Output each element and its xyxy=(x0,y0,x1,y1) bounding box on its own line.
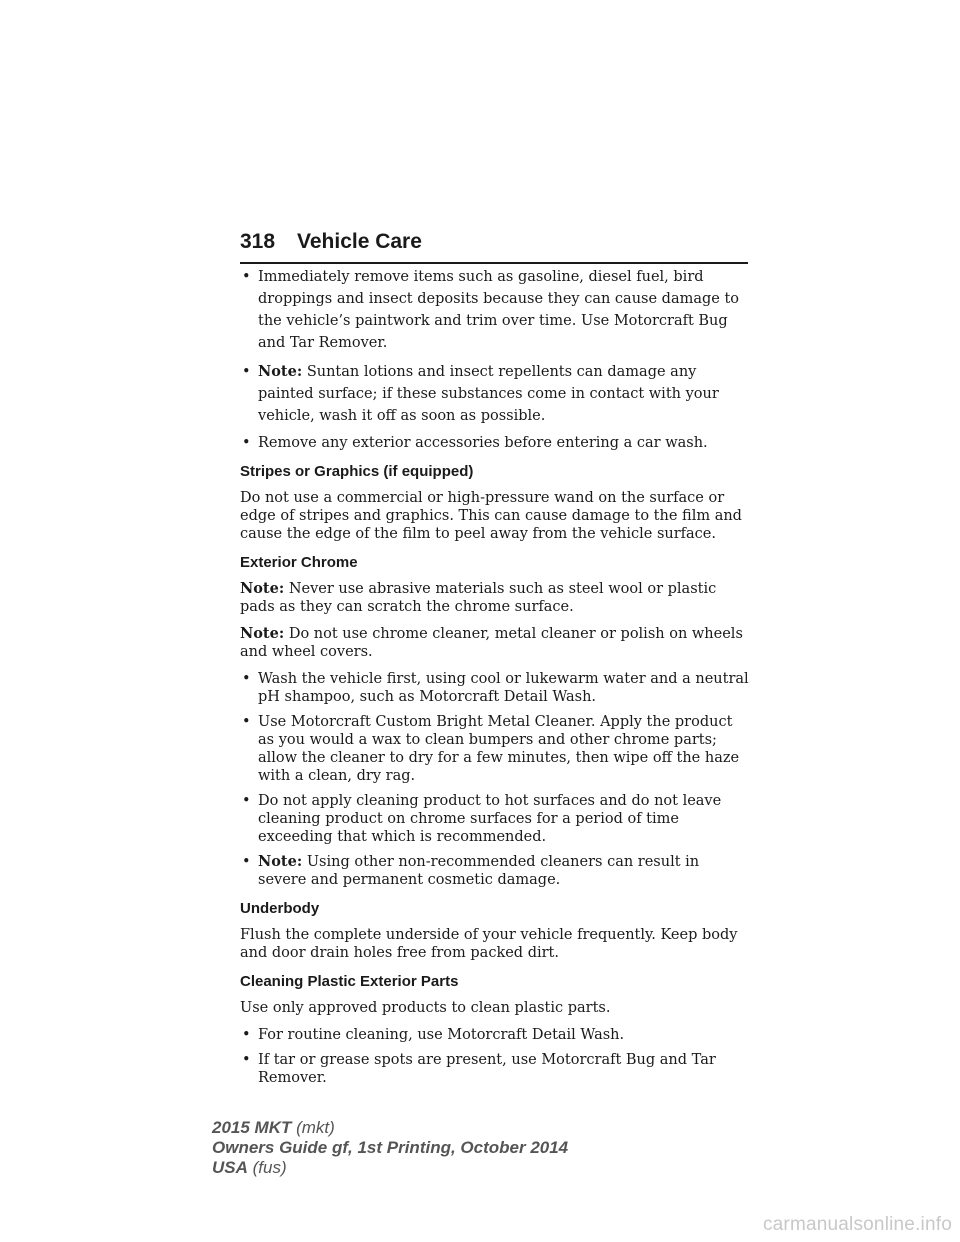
note-label: Note: xyxy=(258,363,303,380)
note-label: Note: xyxy=(240,580,285,597)
footer-model-code: (mkt) xyxy=(296,1118,335,1137)
list-item xyxy=(240,266,750,354)
bullet-text: For routine cleaning, use Motorcraft Detail Wash. xyxy=(258,1027,625,1043)
bullet-text: Remove any exterior accessories before entering a car wash. xyxy=(258,435,708,451)
list-item xyxy=(240,1026,750,1044)
bullet-icon: • xyxy=(242,854,251,870)
section-heading-underbody: Underbody xyxy=(240,900,320,917)
list-item xyxy=(240,1051,750,1087)
paragraph-underbody: Flush the complete underside of your vehicle frequently. Keep body and door drain holes free from packed dirt. xyxy=(240,927,738,961)
paragraph-stripes: Do not use a commercial or high-pressure wand on the surface or edge of stripes and graphics. This can cause damage to the film and cause the edge of the film to peel away from the vehicle surface. xyxy=(240,490,742,542)
print-footer xyxy=(212,1118,568,1178)
list-item xyxy=(240,792,750,846)
section-title: Vehicle Care xyxy=(297,230,422,253)
page-header xyxy=(240,228,748,264)
bullet-text: Suntan lotions and insect repellents can damage any painted surface; if these substances come in contact with your vehicle, wash it off as soon as possible. xyxy=(258,364,719,424)
footer-line-model xyxy=(212,1118,568,1138)
note-text: Never use abrasive materials such as steel wool or plastic pads as they can scratch the chrome surface. xyxy=(240,581,717,615)
footer-model: 2015 MKT xyxy=(212,1118,292,1137)
list-item xyxy=(240,361,750,427)
note-label: Note: xyxy=(240,625,285,642)
footer-guide: Owners Guide gf, 1st Printing, October 2014 xyxy=(212,1138,569,1157)
watermark: carmanualsonline.info xyxy=(762,1214,952,1235)
page-number: 318 xyxy=(240,230,276,253)
paragraph-plastic: Use only approved products to clean plastic parts. xyxy=(240,1000,611,1016)
bullet-icon: • xyxy=(242,269,251,285)
footer-line-guide xyxy=(212,1138,568,1158)
bullet-text: Do not apply cleaning product to hot surfaces and do not leave cleaning product on chrome surfaces for a period of time exceeding that which is recommended. xyxy=(258,793,722,845)
section-heading-stripes: Stripes or Graphics (if equipped) xyxy=(240,463,474,480)
note-label: Note: xyxy=(258,853,303,870)
note-paragraph xyxy=(240,625,750,661)
bullet-text: Immediately remove items such as gasoline, diesel fuel, bird droppings and insect deposits because they can cause damage to the vehicle’s paintwork and trim over time. Use Motorcraft Bug and Tar Remover. xyxy=(258,269,740,351)
bullet-icon: • xyxy=(242,793,251,809)
footer-market-code: (fus) xyxy=(252,1158,287,1177)
list-item xyxy=(240,713,750,785)
bullet-icon: • xyxy=(242,714,251,730)
footer-market: USA xyxy=(212,1158,248,1177)
bullet-icon: • xyxy=(242,364,251,380)
list-item xyxy=(240,434,750,452)
bullet-text: Use Motorcraft Custom Bright Metal Cleaner. Apply the product as you would a wax to clean bumpers and other chrome parts; allow the cleaner to dry for a few minutes, then wipe off the haze with a clean, dry rag. xyxy=(258,714,740,784)
bullet-text: Wash the vehicle first, using cool or lukewarm water and a neutral pH shampoo, such as Motorcraft Detail Wash. xyxy=(258,671,749,705)
list-item xyxy=(240,670,750,706)
list-item xyxy=(240,853,750,889)
footer-line-market xyxy=(212,1158,568,1178)
bullet-text: If tar or grease spots are present, use Motorcraft Bug and Tar Remover. xyxy=(258,1052,716,1086)
note-text: Do not use chrome cleaner, metal cleaner or polish on wheels and wheel covers. xyxy=(240,626,743,660)
bullet-icon: • xyxy=(242,1052,251,1068)
section-heading-chrome: Exterior Chrome xyxy=(240,554,358,571)
bullet-icon: • xyxy=(242,671,251,687)
bullet-icon: • xyxy=(242,1027,251,1043)
bullet-text: Using other non-recommended cleaners can result in severe and permanent cosmetic damage. xyxy=(258,854,700,888)
bullet-icon: • xyxy=(242,435,251,451)
section-heading-plastic: Cleaning Plastic Exterior Parts xyxy=(240,973,459,990)
page-content xyxy=(240,266,750,1094)
note-paragraph xyxy=(240,580,750,616)
